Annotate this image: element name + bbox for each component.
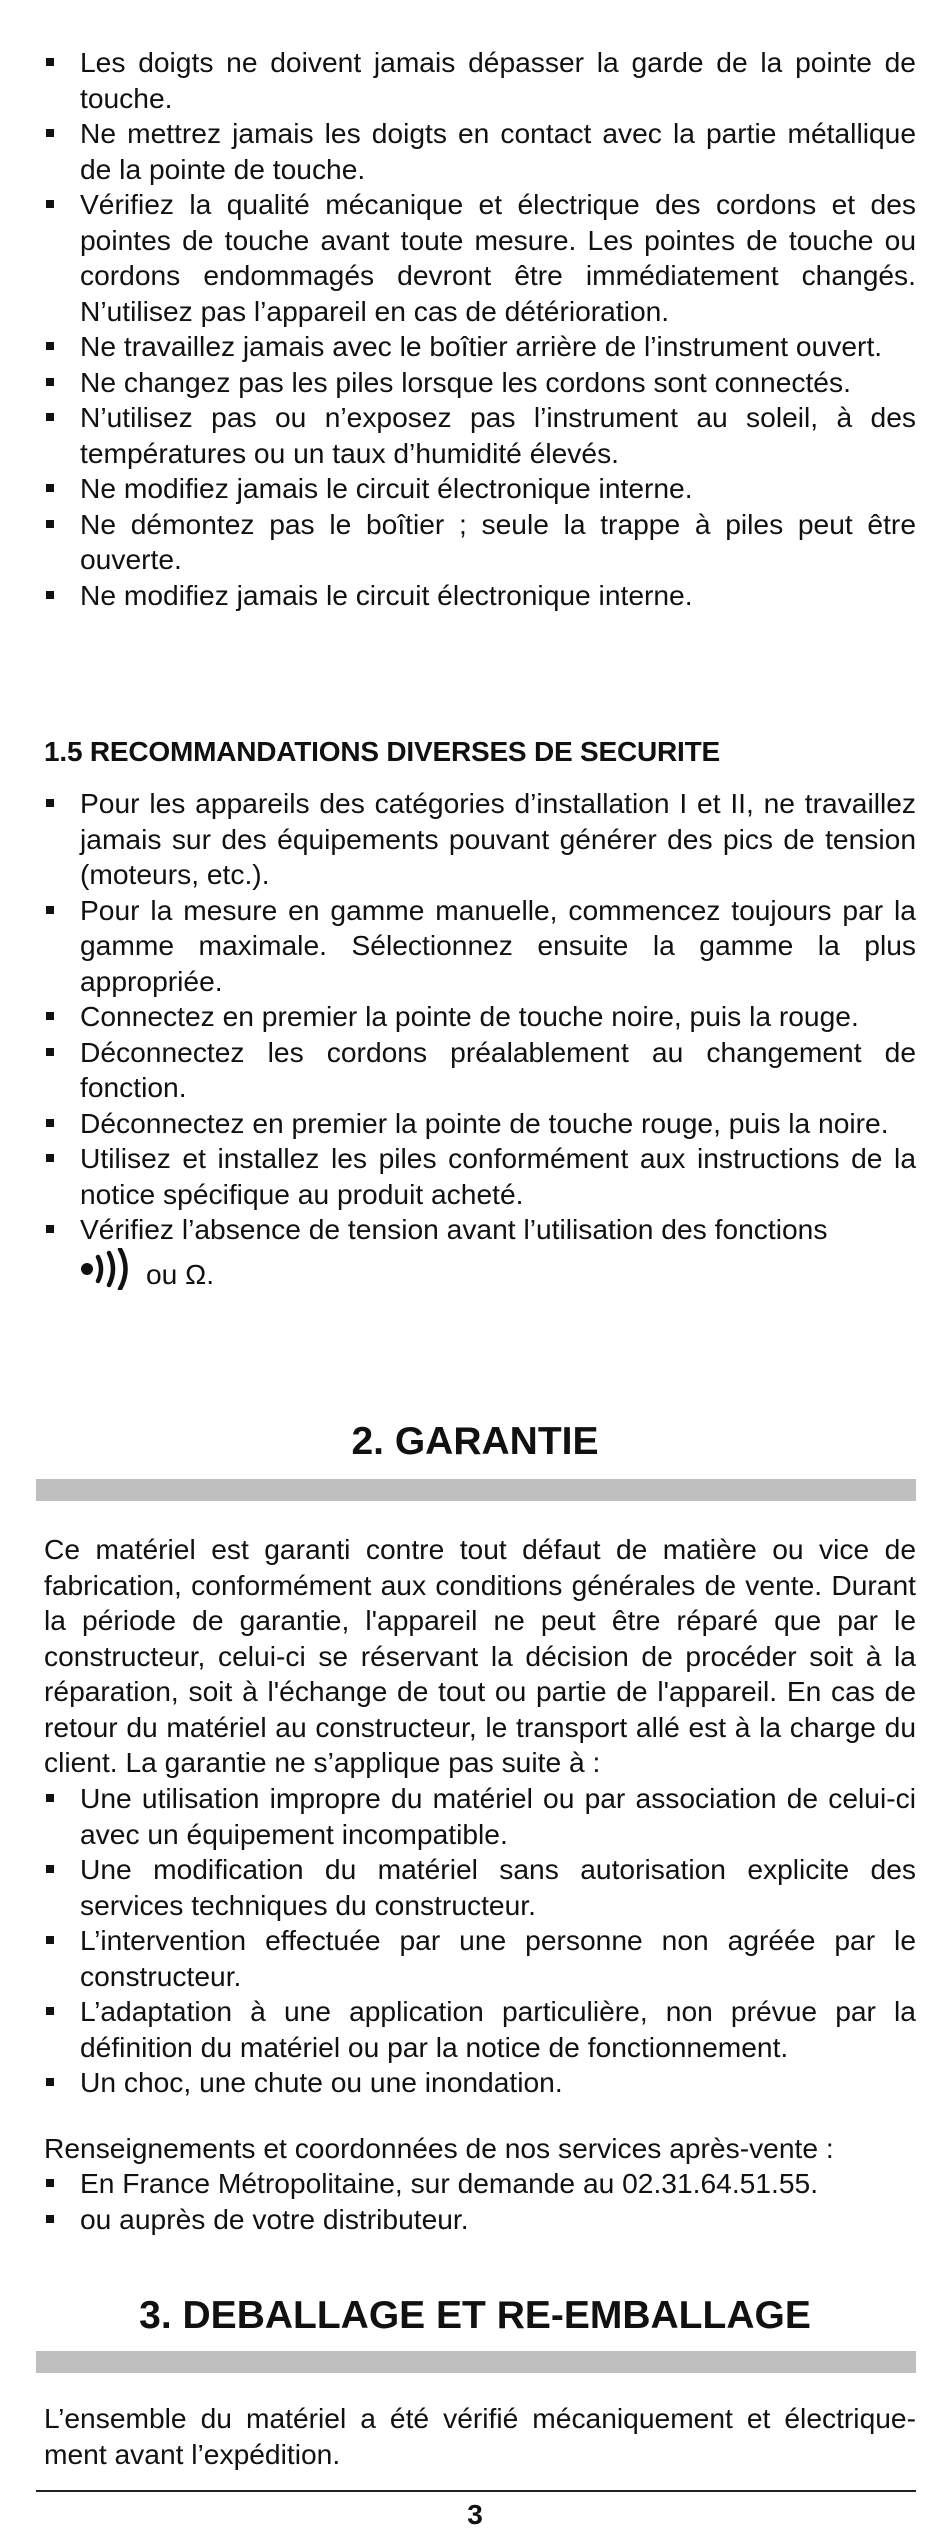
footer-rule xyxy=(36,2490,916,2492)
list-item: Déconnectez les cordons préalablement au changement de fonction. xyxy=(44,1035,916,1106)
list-item: N’utilisez pas ou n’exposez pas l’instrument au soleil, à des températures ou un taux d’humidité élevés. xyxy=(44,400,916,471)
section-3-title: 3. DEBALLAGE ET RE-EMBALLAGE xyxy=(139,2294,811,2337)
heading-bar xyxy=(36,2351,916,2373)
list-item: Les doigts ne doivent jamais dépasser la garde de la pointe de touche. xyxy=(44,45,916,116)
list-item: Pour la mesure en gamme manuelle, commencez toujours par la gamme maximale. Sélectionnez ensuite la gamme la plus appropriée. xyxy=(44,893,916,1000)
service-intro: Renseignements et coordonnées de nos services après-vente : xyxy=(44,2132,834,2164)
section-1-5-title: 1.5 RECOMMANDATIONS DIVERSES DE SECURITE xyxy=(44,736,721,767)
service-list xyxy=(44,2166,916,2237)
list-item: Déconnectez en premier la pointe de touche rouge, puis la noire. xyxy=(44,1106,916,1142)
list-item: Ne travaillez jamais avec le boîtier arrière de l’instrument ouvert. xyxy=(44,329,916,365)
safety-list xyxy=(44,45,916,613)
list-item-suffix: ou Ω. xyxy=(146,1257,215,1290)
list-item: Ne changez pas les piles lorsque les cordons sont connectés. xyxy=(44,365,916,401)
list-item: Utilisez et installez les piles conformément aux instructions de la notice spécifique au produit acheté. xyxy=(44,1141,916,1212)
list-item: Connectez en premier la pointe de touche noire, puis la rouge. xyxy=(44,999,916,1035)
list-item-last xyxy=(44,1212,916,1298)
list-item: Ne mettrez jamais les doigts en contact avec la partie métallique de la pointe de touche. xyxy=(44,116,916,187)
list-item: Vérifiez la qualité mécanique et électrique des cordons et des pointes de touche avant toute mesure. Les pointes de touche ou cordons endommagés devront être immédiatement changés. N’utilisez pas l’appareil en cas de détérioration. xyxy=(44,187,916,329)
list-item: Un choc, une chute ou une inondation. xyxy=(44,2065,916,2101)
list-item: Ne démontez pas le boîtier ; seule la trappe à piles peut être ouverte. xyxy=(44,507,916,578)
warranty-intro: Ce matériel est garanti contre tout défaut de matière ou vice de fabrication, conformément aux conditions générales de vente. Durant la période de garantie, l'appareil ne peut être réparé que par le constructeur, celui-ci se réservant la décision de procéder soit à la réparation, soit à l'échange de tout ou partie de l'appareil. En cas de retour du matériel au constructeur, le transport allé est à la charge du client. La garantie ne s’applique pas suite à : xyxy=(44,1533,916,1778)
heading-bar xyxy=(36,1479,916,1501)
unpacking-text: L’ensemble du matériel a été vérifié mécaniquement et électrique-ment avant l’expédition. xyxy=(44,2402,916,2470)
recommendations-list xyxy=(44,786,916,1298)
list-item: L’adaptation à une application particulière, non prévue par la définition du matériel ou par la notice de fonctionnement. xyxy=(44,1994,916,2065)
list-item-text: Vérifiez l’absence de tension avant l’utilisation des fonctions xyxy=(80,1213,828,1245)
warranty-exclusions-list xyxy=(44,1781,916,2101)
list-item: Une utilisation impropre du matériel ou par association de celui-ci avec un équipement incompatible. xyxy=(44,1781,916,1852)
list-item: L’intervention effectuée par une personne non agréée par le constructeur. xyxy=(44,1923,916,1994)
page-number: 3 xyxy=(467,2499,483,2530)
list-item: En France Métropolitaine, sur demande au 02.31.64.51.55. xyxy=(44,2166,916,2202)
list-item: Une modification du matériel sans autorisation explicite des services techniques du constructeur. xyxy=(44,1852,916,1923)
list-item: Ne modifiez jamais le circuit électronique interne. xyxy=(44,471,916,507)
list-item: Pour les appareils des catégories d’installation I et II, ne travaillez jamais sur des équipements pouvant générer des pics de tension (moteurs, etc.). xyxy=(44,786,916,893)
continuity-buzzer-icon xyxy=(80,1248,140,1299)
section-2-title: 2. GARANTIE xyxy=(351,1420,599,1463)
list-item: Ne modifiez jamais le circuit électronique interne. xyxy=(44,578,916,614)
list-item: ou auprès de votre distributeur. xyxy=(44,2202,916,2238)
